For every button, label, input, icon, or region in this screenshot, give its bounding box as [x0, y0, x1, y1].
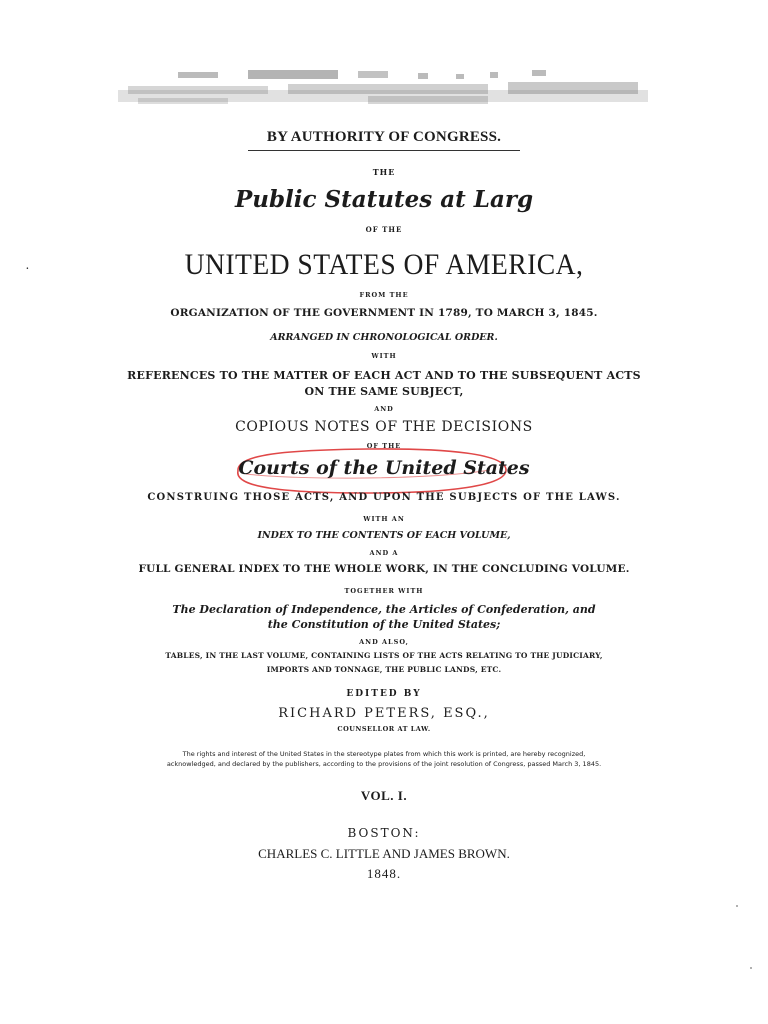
references-line-1: REFERENCES TO THE MATTER OF EACH ACT AND TO THE SUBSEQUENT ACTS	[127, 369, 641, 382]
from-the-label: FROM THE	[359, 291, 409, 299]
declaration-line-1: The Declaration of Independence, the Articles of Confederation, and	[172, 603, 596, 616]
courts-line: Courts of the United States	[238, 457, 530, 479]
references-line-2: ON THE SAME SUBJECT,	[304, 385, 464, 398]
imprint-year: 1848.	[366, 866, 402, 881]
index-line: INDEX TO THE CONTENTS OF EACH VOLUME,	[257, 530, 511, 541]
copious-notes-line: COPIOUS NOTES OF THE DECISIONS	[235, 419, 533, 435]
and-label-1: AND	[374, 405, 394, 413]
by-authority-heading: BY AUTHORITY OF CONGRESS.	[266, 129, 502, 145]
header-rule	[248, 150, 520, 151]
full-index-line: FULL GENERAL INDEX TO THE WHOLE WORK, IN THE CONCLUDING VOLUME.	[138, 563, 630, 575]
margin-dot: ·	[25, 262, 30, 277]
construing-line: CONSTRUING THOSE ACTS, AND UPON THE SUBJECTS OF THE LAWS.	[147, 492, 621, 503]
organization-line: ORGANIZATION OF THE GOVERNMENT IN 1789, TO MARCH 3, 1845.	[170, 307, 598, 319]
editor-role: COUNSELLOR AT LAW.	[337, 725, 431, 733]
volume-label: VOL. I.	[360, 788, 408, 803]
arranged-line: ARRANGED IN CHRONOLOGICAL ORDER.	[270, 332, 498, 343]
and-also-label: AND ALSO,	[359, 638, 409, 646]
imprint-publisher: CHARLES C. LITTLE AND JAMES BROWN.	[258, 846, 510, 861]
paper-speck	[750, 967, 752, 969]
tables-line-1: TABLES, IN THE LAST VOLUME, CONTAINING LISTS OF THE ACTS RELATING TO THE JUDICIARY,	[165, 651, 603, 660]
main-title: Public Statutes at Larg	[234, 186, 534, 213]
with-an-label: WITH AN	[363, 515, 405, 523]
with-label: WITH	[371, 352, 397, 360]
notice-line-2: acknowledged, and declared by the publishers, according to the provisions of the joint resolution of Congress, passed March 3, 1845.	[166, 760, 602, 768]
illegible-stamp-smudge	[118, 68, 648, 112]
notice-line-1: The rights and interest of the United States in the stereotype plates from which this work is printed, are hereby recognized,	[182, 750, 586, 758]
the-label: THE	[372, 167, 396, 177]
declaration-line-2: the Constitution of the United States;	[267, 618, 501, 631]
country-title-text: UNITED STATES OF AMERICA,	[184, 248, 584, 281]
together-with-label: TOGETHER WITH	[344, 587, 424, 595]
of-the-label: OF THE	[365, 225, 403, 234]
paper-speck	[736, 905, 738, 907]
tables-line-2: IMPORTS AND TONNAGE, THE PUBLIC LANDS, ETC.	[266, 665, 502, 674]
edited-by-label: EDITED BY	[346, 689, 422, 699]
of-the-label-2: OF THE	[366, 442, 402, 450]
and-a-label: AND A	[369, 549, 399, 557]
editor-name: RICHARD PETERS, ESQ.,	[278, 706, 490, 721]
country-title	[25, 248, 738, 282]
imprint-city: BOSTON:	[347, 826, 421, 840]
